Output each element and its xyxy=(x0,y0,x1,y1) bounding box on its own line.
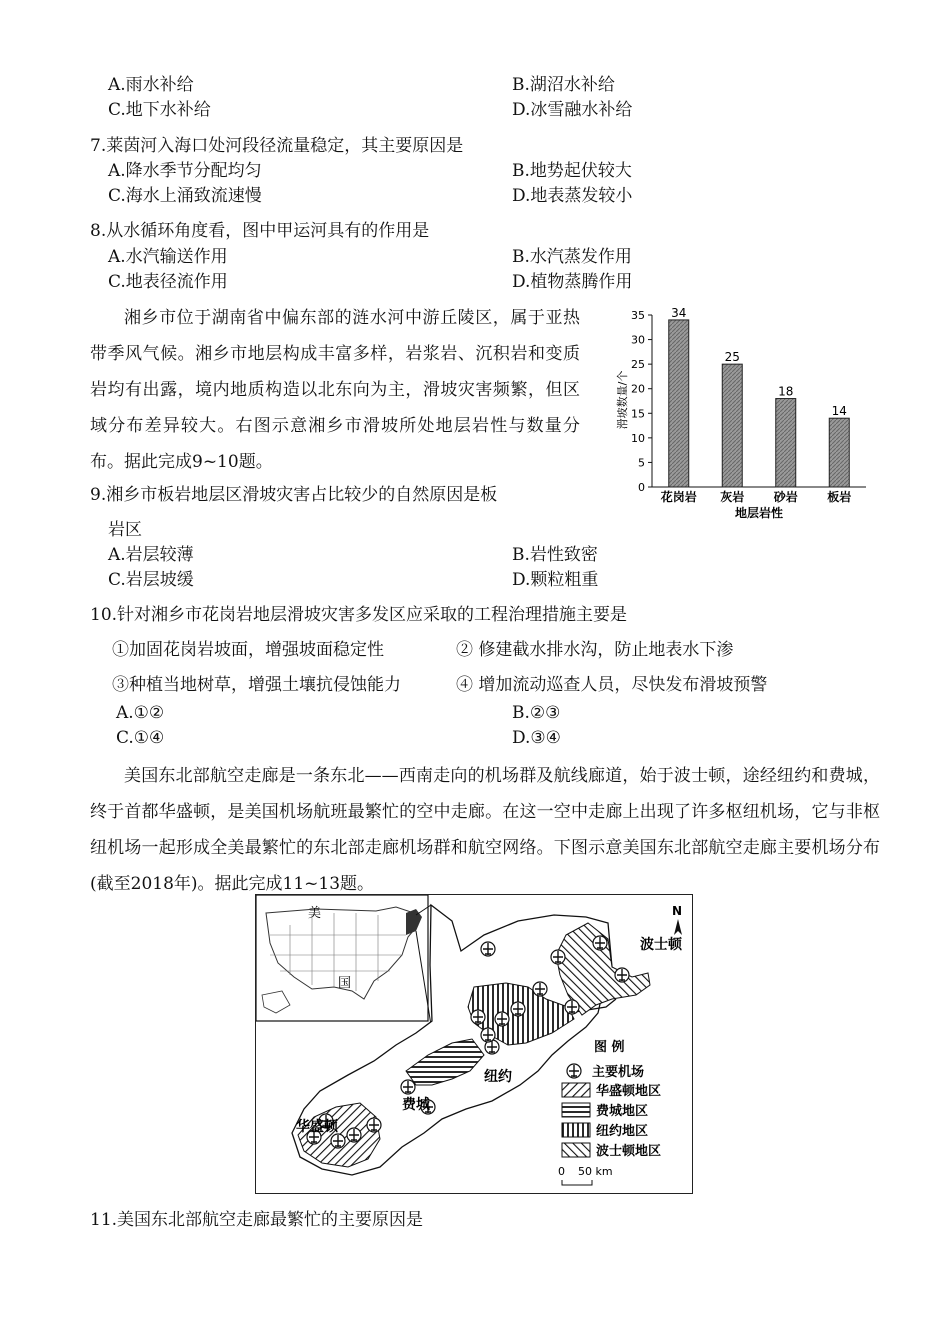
q8-option-b: B.水汽蒸发作用 xyxy=(512,247,632,267)
q7-option-b: B.地势起伏较大 xyxy=(512,161,632,181)
y-tick-label: 30 xyxy=(631,333,645,347)
q6-option-d: D.冰雪融水补给 xyxy=(512,100,633,120)
bar-花岗岩 xyxy=(669,320,689,487)
y-tick-label: 0 xyxy=(638,481,645,494)
label-washington: 华盛顿 xyxy=(296,1119,338,1135)
bar-砂岩 xyxy=(776,399,796,487)
north-arrow xyxy=(672,904,682,935)
bar-value-label: 18 xyxy=(778,384,794,399)
legend-philadelphia: 费城地区 xyxy=(596,1104,649,1119)
passage-xiangxiang: 湘乡市位于湖南省中偏东部的涟水河中游丘陵区，属于亚热带季风气候。湘乡市地层构成丰富多样，岩浆岩、沉积岩和变质岩均有出露，境内地质构造以北东向为主，滑坡灾害频繁，但区域分布差异较大。右图示意湘乡市滑坡所处地层岩性与数量分布。据此完成9~10题。 xyxy=(90,308,580,472)
y-tick-label: 15 xyxy=(631,407,645,421)
label-newyork: 纽约 xyxy=(484,1069,512,1085)
legend-airport: 主要机场 xyxy=(592,1065,645,1080)
bar-value-label: 34 xyxy=(671,305,687,320)
y-tick-label: 10 xyxy=(631,431,645,445)
legend-washington: 华盛顿地区 xyxy=(596,1084,662,1099)
y-axis-label: 滑坡数量/个 xyxy=(616,370,629,430)
northeast-corridor-map xyxy=(255,894,693,1194)
x-tick-label: 砂岩 xyxy=(773,490,798,504)
q10-stem: 10.针对湘乡市花岗岩地层滑坡灾害多发区应采取的工程治理措施主要是 xyxy=(90,605,628,625)
landslide-bar-chart xyxy=(604,300,876,522)
q8-option-a: A.水汽输送作用 xyxy=(108,247,228,267)
bar-value-label: 14 xyxy=(831,404,847,419)
airport-icon xyxy=(567,1064,581,1078)
x-tick-label: 板岩 xyxy=(827,490,852,504)
q8-option-d: D.植物蒸腾作用 xyxy=(512,272,633,292)
airport-icon xyxy=(615,968,629,982)
bar-value-label: 25 xyxy=(724,350,740,365)
q8-option-c: C.地表径流作用 xyxy=(108,272,228,292)
svg-text:N: N xyxy=(672,904,683,918)
legend-newyork: 纽约地区 xyxy=(596,1124,649,1139)
airport-icon xyxy=(551,950,565,964)
q10-option-a: A.①② xyxy=(116,703,165,723)
inset-us-map xyxy=(256,895,431,1025)
q9-option-a: A.岩层较薄 xyxy=(108,545,194,565)
airport-icon xyxy=(401,1080,415,1094)
bar-灰岩 xyxy=(722,364,742,487)
q10-statement-3: ③种植当地树草，增强土壤抗侵蚀能力 xyxy=(112,675,401,695)
legend-boston: 波士顿地区 xyxy=(596,1144,662,1159)
airport-icon xyxy=(481,1028,495,1042)
q6-option-a: A.雨水补给 xyxy=(108,75,194,95)
q10-option-d: D.③④ xyxy=(512,728,561,748)
airport-icon xyxy=(471,1010,485,1024)
q10-statement-4: ④ 增加流动巡查人员，尽快发布滑坡预警 xyxy=(456,675,768,695)
airport-icon xyxy=(367,1118,381,1132)
q7-option-c: C.海水上涌致流速慢 xyxy=(108,186,262,206)
map-legend xyxy=(562,1039,661,1159)
inset-label-guo: 国 xyxy=(338,976,352,991)
x-tick-label: 灰岩 xyxy=(720,490,745,504)
q10-statement-1: ①加固花岗岩坡面，增强坡面稳定性 xyxy=(112,640,384,660)
svg-text:50 km: 50 km xyxy=(578,1165,613,1178)
q6-option-c: C.地下水补给 xyxy=(108,100,211,120)
airport-icon xyxy=(565,1000,579,1014)
y-tick-label: 25 xyxy=(631,358,645,372)
airport-icon xyxy=(495,1012,509,1026)
x-axis-label: 地层岩性 xyxy=(734,506,784,520)
airport-icon xyxy=(533,982,547,996)
bar-板岩 xyxy=(829,418,849,487)
y-tick-label: 5 xyxy=(638,456,645,470)
q10-option-b: B.②③ xyxy=(512,703,561,723)
q7-option-d: D.地表蒸发较小 xyxy=(512,186,633,206)
q8-stem: 8.从水循环角度看，图中甲运河具有的作用是 xyxy=(90,221,430,241)
q10-statement-2: ② 修建截水排水沟，防止地表水下渗 xyxy=(456,640,734,660)
airport-icon xyxy=(593,936,607,950)
legend-title: 图 例 xyxy=(594,1040,625,1055)
airport-icon xyxy=(347,1128,361,1142)
airport-icon xyxy=(511,1002,525,1016)
q7-stem: 7.莱茵河入海口处河段径流量稳定，其主要原因是 xyxy=(90,136,464,156)
y-tick-label: 35 xyxy=(631,309,645,322)
q9-stem-line1: 9.湘乡市板岩地层区滑坡灾害占比较少的自然原因是板 xyxy=(90,485,498,505)
scale-bar xyxy=(558,1165,613,1185)
y-tick-label: 20 xyxy=(631,382,645,396)
q10-option-c: C.①④ xyxy=(116,728,165,748)
q9-option-c: C.岩层坡缓 xyxy=(108,570,194,590)
q9-option-d: D.颗粒粗重 xyxy=(512,570,599,590)
label-boston: 波士顿 xyxy=(640,937,682,953)
q9-stem-line2: 岩区 xyxy=(108,520,142,540)
airport-icon xyxy=(331,1134,345,1148)
q11-stem: 11.美国东北部航空走廊最繁忙的主要原因是 xyxy=(90,1210,424,1230)
q9-option-b: B.岩性致密 xyxy=(512,545,598,565)
passage-aviation-corridor: 美国东北部航空走廊是一条东北——西南走向的机场群及航线廊道，始于波士顿，途经纽约和费城，终于首都华盛顿，是美国机场航班最繁忙的空中走廊。在这一空中走廊上出现了许多枢纽机场，它与非枢纽机场一起形成全美最繁忙的东北部走廊机场群和航空网络。下图示意美国东北部航空走廊主要机场分布(截至2018年)。据此完成11~13题。 xyxy=(90,766,880,894)
label-philadelphia: 费城 xyxy=(402,1097,430,1113)
q6-option-b: B.湖沼水补给 xyxy=(512,75,615,95)
q7-option-a: A.降水季节分配均匀 xyxy=(108,161,262,181)
x-tick-label: 花岗岩 xyxy=(660,490,697,504)
svg-text:0: 0 xyxy=(558,1165,565,1178)
inset-label-mei: 美 xyxy=(308,906,322,921)
airport-icon xyxy=(481,942,495,956)
